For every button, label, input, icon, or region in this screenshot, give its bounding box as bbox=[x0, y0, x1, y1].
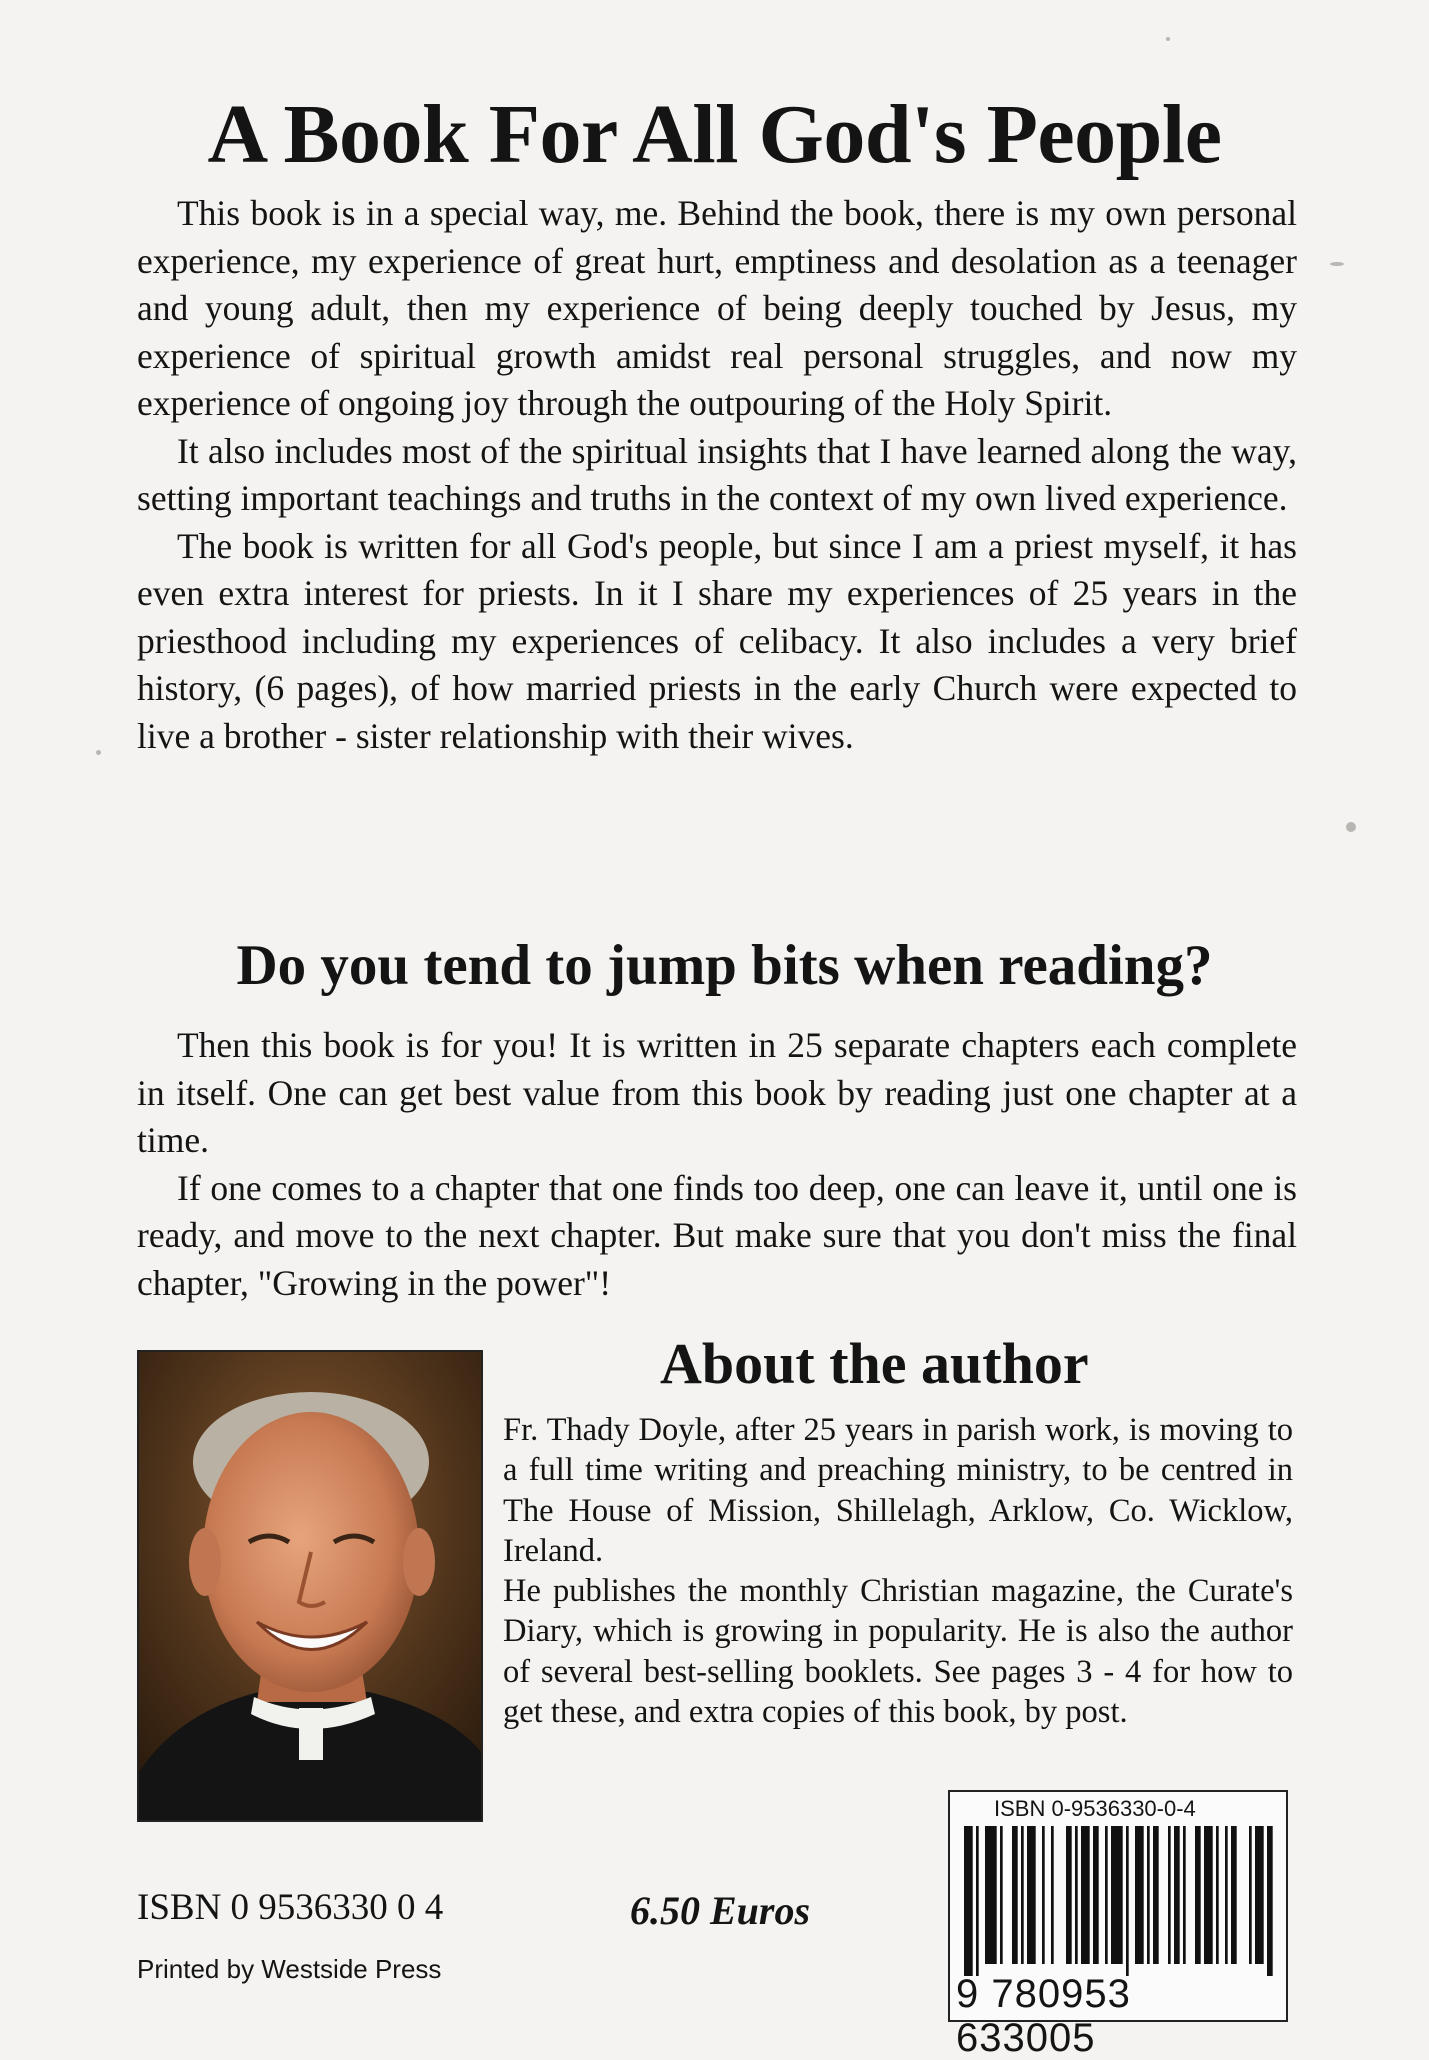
barcode-bar bbox=[1042, 1826, 1045, 1964]
author-paragraph: Fr. Thady Doyle, after 25 years in parish work, is moving to a full time writing and preaching ministry, to be centred in The House of Mission, Shillelagh, Arklow, Co. Wicklow, Ireland. bbox=[503, 1412, 1293, 1569]
jump-text bbox=[137, 1022, 1297, 1307]
intro-paragraph: This book is in a special way, me. Behind the book, there is my own personal experience, my experience of great hurt, emptiness and desolation as a teenager and young adult, then my experience of being deeply touched by Jesus, my experience of spiritual growth amidst real personal struggles, and now my experience of ongoing joy through the outpouring of the Holy Spirit. bbox=[137, 193, 1297, 423]
barcode-bar bbox=[985, 1826, 997, 1964]
barcode-bar bbox=[1255, 1826, 1264, 1964]
barcode-bar bbox=[1168, 1826, 1171, 1964]
barcode-bar bbox=[1183, 1826, 1186, 1964]
jump-paragraph: If one comes to a chapter that one finds too deep, one can leave it, until one is ready, and move to the next chapter. But make sure that you don't miss the final chapter, "Growing in the power"! bbox=[137, 1167, 1297, 1303]
barcode-bars-icon bbox=[964, 1826, 1276, 1976]
barcode-bar bbox=[1075, 1826, 1078, 1964]
intro-text bbox=[137, 190, 1297, 760]
price-label: 6.50 Euros bbox=[630, 1888, 811, 1933]
barcode-bar bbox=[1225, 1826, 1228, 1964]
barcode-bar bbox=[1111, 1826, 1123, 1964]
printer-credit: Printed by Westside Press bbox=[137, 1954, 442, 1984]
barcode-bar bbox=[1204, 1826, 1213, 1964]
paper-speck bbox=[1166, 37, 1170, 41]
barcode-panel bbox=[948, 1790, 1288, 2060]
barcode-bar bbox=[1174, 1826, 1180, 1964]
barcode-bar bbox=[1081, 1826, 1090, 1964]
barcode-bar bbox=[1231, 1826, 1237, 1964]
intro-paragraph: It also includes most of the spiritual insights that I have learned along the way, setting important teachings and truths in the context of my own lived experience. bbox=[137, 430, 1297, 518]
barcode-bar bbox=[1147, 1826, 1150, 1964]
main-heading: A Book For All God's People bbox=[207, 88, 1222, 181]
isbn-number: ISBN 0 9536330 0 4 bbox=[137, 1887, 444, 1928]
paper-speck bbox=[1330, 262, 1344, 266]
barcode-bar bbox=[1216, 1826, 1219, 1964]
author-portrait-image bbox=[139, 1352, 481, 1820]
barcode-isbn-label: ISBN 0-9536330-0-4 bbox=[994, 1796, 1196, 1821]
barcode-bar bbox=[1051, 1826, 1054, 1964]
barcode-bar bbox=[1249, 1826, 1252, 1964]
barcode-bar bbox=[1093, 1826, 1099, 1964]
intro-paragraph: The book is written for all God's people, but since I am a priest myself, it has even extra interest for priests. In it I share my experiences of 25 years in the priesthood including my experiences of celibacy. It also includes a very brief history, (6 pages), of how married priests in the early Church were expected to live a brother - sister relationship with their wives. bbox=[137, 525, 1297, 756]
jump-heading: Do you tend to jump bits when reading? bbox=[236, 934, 1213, 997]
author-photo bbox=[137, 1350, 483, 1822]
barcode-bar bbox=[964, 1826, 973, 1976]
author-bio bbox=[503, 1410, 1293, 1732]
barcode-bar bbox=[1267, 1826, 1273, 1976]
barcode-bar bbox=[1012, 1826, 1018, 1964]
barcode-bar bbox=[1027, 1826, 1036, 1964]
barcode-bar bbox=[1153, 1826, 1159, 1964]
barcode-bar bbox=[1021, 1826, 1024, 1964]
barcode-bar bbox=[1105, 1826, 1108, 1964]
barcode-digits: 9 780953 633005 bbox=[956, 1972, 1131, 2060]
barcode-bar bbox=[1000, 1826, 1003, 1964]
author-heading: About the author bbox=[660, 1331, 1089, 1396]
jump-paragraph: Then this book is for you! It is written in 25 separate chapters each complete in itself. One can get best value from this book by reading just one chapter at a time. bbox=[137, 1025, 1297, 1160]
barcode-bar bbox=[1126, 1826, 1129, 1976]
barcode-bar bbox=[1135, 1826, 1144, 1964]
barcode-bar bbox=[1195, 1826, 1201, 1964]
paper-speck bbox=[96, 750, 101, 755]
barcode-bar bbox=[1066, 1826, 1072, 1964]
author-paragraph: He publishes the monthly Christian magazine, the Curate's Diary, which is growing in popularity. He is also the author of several best-selling booklets. See pages 3 - 4 for how to get these, and extra copies of this book, by post. bbox=[503, 1573, 1293, 1731]
barcode-bar bbox=[976, 1826, 979, 1976]
paper-speck bbox=[1346, 822, 1356, 832]
